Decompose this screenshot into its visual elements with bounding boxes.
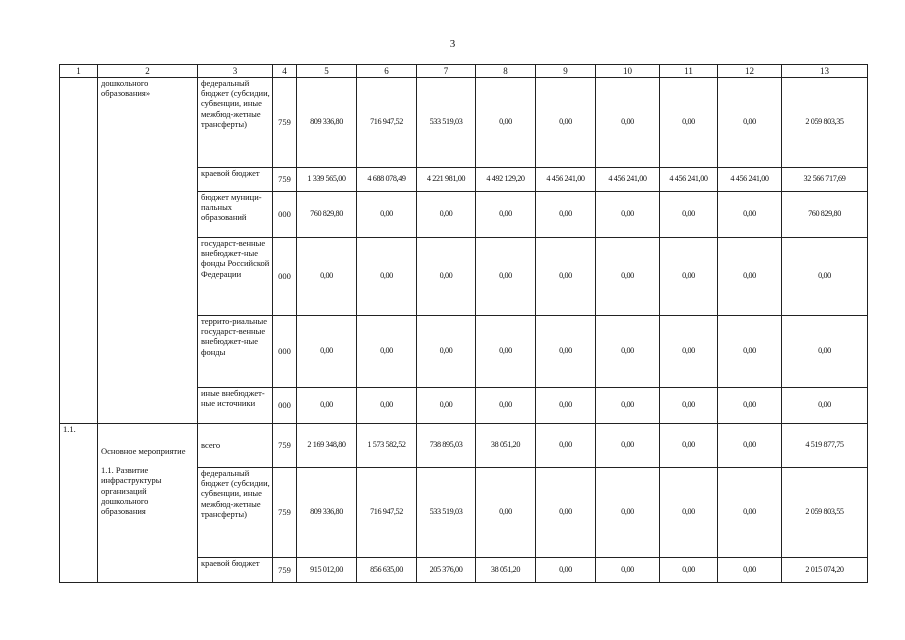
value-cell: 0,00 — [660, 238, 718, 316]
col-header: 12 — [718, 65, 782, 78]
value-cell: 0,00 — [596, 238, 660, 316]
funding-source: краевой бюджет — [198, 558, 273, 583]
col-header: 13 — [782, 65, 868, 78]
value-cell: 38 051,20 — [476, 424, 536, 468]
table-row — [60, 78, 868, 168]
col-header: 2 — [98, 65, 198, 78]
col-header: 4 — [273, 65, 297, 78]
value-cell: 0,00 — [357, 316, 417, 388]
value-cell: 1 573 582,52 — [357, 424, 417, 468]
funding-source: государст-венные внебюджет-ные фонды Российской Федерации — [198, 238, 273, 316]
value-cell: 0,00 — [718, 558, 782, 583]
value-cell: 0,00 — [417, 388, 476, 424]
budget-code: 759 — [273, 558, 297, 583]
value-cell: 0,00 — [782, 238, 868, 316]
funding-source: бюджет муници-пальных образований — [198, 192, 273, 238]
value-cell: 1 339 565,00 — [297, 168, 357, 192]
funding-source: федеральный бюджет (субсидии, субвенции, иные межбюд-жетные трансферты) — [198, 78, 273, 168]
value-cell: 0,00 — [476, 192, 536, 238]
value-cell: 2 059 803,55 — [782, 468, 868, 558]
value-cell: 0,00 — [297, 238, 357, 316]
value-cell: 0,00 — [536, 238, 596, 316]
value-cell: 38 051,20 — [476, 558, 536, 583]
budget-code: 000 — [273, 238, 297, 316]
value-cell: 0,00 — [297, 316, 357, 388]
value-cell: 856 635,00 — [357, 558, 417, 583]
value-cell: 0,00 — [596, 468, 660, 558]
value-cell: 0,00 — [476, 316, 536, 388]
value-cell: 0,00 — [718, 192, 782, 238]
value-cell: 0,00 — [660, 316, 718, 388]
value-cell: 0,00 — [476, 388, 536, 424]
value-cell: 0,00 — [718, 424, 782, 468]
value-cell: 0,00 — [476, 78, 536, 168]
budget-code: 000 — [273, 192, 297, 238]
row-number-cell — [60, 424, 98, 583]
funding-source: террито-риальные государст-венные внебюджет-ные фонды — [198, 316, 273, 388]
value-cell: 0,00 — [718, 468, 782, 558]
value-cell: 0,00 — [417, 238, 476, 316]
value-cell: 4 456 241,00 — [536, 168, 596, 192]
value-cell: 4 221 981,00 — [417, 168, 476, 192]
value-cell: 0,00 — [660, 192, 718, 238]
value-cell: 0,00 — [536, 192, 596, 238]
value-cell: 0,00 — [357, 388, 417, 424]
value-cell: 0,00 — [596, 78, 660, 168]
col-header: 3 — [198, 65, 273, 78]
value-cell: 0,00 — [718, 388, 782, 424]
value-cell: 0,00 — [782, 316, 868, 388]
value-cell: 809 336,80 — [297, 468, 357, 558]
value-cell: 2 015 074,20 — [782, 558, 868, 583]
value-cell: 0,00 — [536, 316, 596, 388]
col-header: 10 — [596, 65, 660, 78]
value-cell: 760 829,80 — [782, 192, 868, 238]
budget-code: 000 — [273, 388, 297, 424]
value-cell: 4 456 241,00 — [718, 168, 782, 192]
value-cell: 716 947,52 — [357, 78, 417, 168]
value-cell: 0,00 — [536, 468, 596, 558]
value-cell: 2 169 348,80 — [297, 424, 357, 468]
budget-table — [59, 64, 868, 583]
value-cell: 0,00 — [476, 238, 536, 316]
value-cell: 0,00 — [596, 192, 660, 238]
value-cell: 205 376,00 — [417, 558, 476, 583]
col-header: 5 — [297, 65, 357, 78]
value-cell: 0,00 — [660, 468, 718, 558]
col-header: 7 — [417, 65, 476, 78]
budget-code: 759 — [273, 168, 297, 192]
value-cell: 0,00 — [596, 558, 660, 583]
value-cell: 0,00 — [660, 424, 718, 468]
value-cell: 0,00 — [417, 192, 476, 238]
activity-subtitle: 1.1. Развитие инфраструктуры организаций дошкольного образования — [101, 465, 162, 517]
col-header: 9 — [536, 65, 596, 78]
funding-source: краевой бюджет — [198, 168, 273, 192]
value-cell: 0,00 — [596, 316, 660, 388]
value-cell: 0,00 — [718, 238, 782, 316]
budget-code: 759 — [273, 424, 297, 468]
value-cell: 0,00 — [536, 388, 596, 424]
value-cell: 0,00 — [297, 388, 357, 424]
page-number: 3 — [449, 38, 456, 50]
value-cell: 0,00 — [782, 388, 868, 424]
value-cell: 0,00 — [476, 468, 536, 558]
col-header: 8 — [476, 65, 536, 78]
row-number: 1.1. — [63, 424, 76, 434]
value-cell: 809 336,80 — [297, 78, 357, 168]
value-cell: 0,00 — [417, 316, 476, 388]
value-cell: 0,00 — [536, 78, 596, 168]
value-cell: 0,00 — [718, 316, 782, 388]
value-cell: 915 012,00 — [297, 558, 357, 583]
budget-code: 759 — [273, 78, 297, 168]
funding-source: федеральный бюджет (субсидии, субвенции, иные межбюд-жетные трансферты) — [198, 468, 273, 558]
row-number-cell — [60, 78, 98, 424]
budget-code: 000 — [273, 316, 297, 388]
col-header: 6 — [357, 65, 417, 78]
budget-code: 759 — [273, 468, 297, 558]
value-cell: 0,00 — [718, 78, 782, 168]
value-cell: 533 519,03 — [417, 468, 476, 558]
value-cell: 738 895,03 — [417, 424, 476, 468]
value-cell: 0,00 — [536, 424, 596, 468]
value-cell: 4 456 241,00 — [660, 168, 718, 192]
value-cell: 760 829,80 — [297, 192, 357, 238]
value-cell: 4 492 129,20 — [476, 168, 536, 192]
value-cell: 0,00 — [357, 238, 417, 316]
table-row — [60, 424, 868, 468]
value-cell: 32 566 717,69 — [782, 168, 868, 192]
value-cell: 0,00 — [596, 388, 660, 424]
value-cell: 716 947,52 — [357, 468, 417, 558]
value-cell: 0,00 — [660, 558, 718, 583]
program-title: дошкольного образования» — [98, 78, 198, 424]
activity-title — [98, 424, 198, 583]
value-cell: 4 519 877,75 — [782, 424, 868, 468]
header-row — [60, 65, 868, 78]
value-cell: 0,00 — [660, 388, 718, 424]
activity-heading: Основное мероприятие — [101, 446, 186, 456]
col-header: 1 — [60, 65, 98, 78]
value-cell: 4 456 241,00 — [596, 168, 660, 192]
col-header: 11 — [660, 65, 718, 78]
funding-source: иные внебюджет-ные источники — [198, 388, 273, 424]
value-cell: 0,00 — [536, 558, 596, 583]
value-cell: 4 688 078,49 — [357, 168, 417, 192]
value-cell: 0,00 — [660, 78, 718, 168]
value-cell: 2 059 803,35 — [782, 78, 868, 168]
value-cell: 0,00 — [596, 424, 660, 468]
value-cell: 533 519,03 — [417, 78, 476, 168]
value-cell: 0,00 — [357, 192, 417, 238]
funding-source: всего — [198, 424, 273, 468]
